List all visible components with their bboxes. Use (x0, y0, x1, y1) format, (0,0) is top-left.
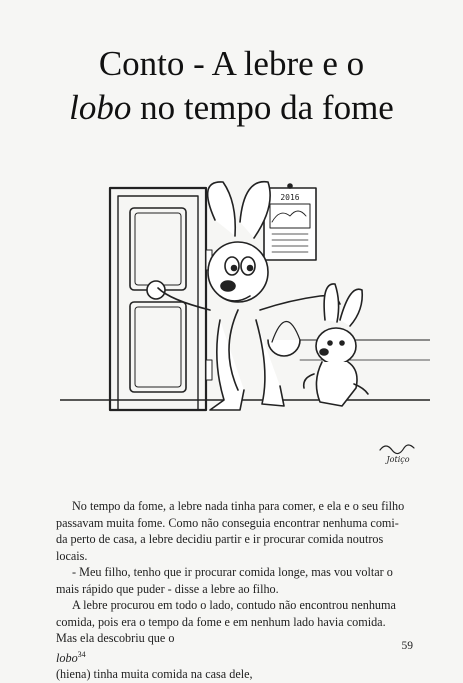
door-knob (147, 281, 165, 299)
text-fragment: (hiena) tinha muita comida na casa dele, (56, 667, 253, 682)
text-line: No tempo da fome, a lebre nada tinha para comer, e ela e o seu filho (72, 499, 405, 513)
text-line: mais rápido que puder - disse a lebre ao filho. (56, 581, 279, 596)
page-number: 59 (401, 640, 413, 652)
story-title-italic-word: lobo (69, 88, 132, 127)
hare-child (304, 284, 368, 406)
paragraph-2 (56, 564, 412, 597)
footnote-ref: 34 (77, 649, 86, 659)
story-title-line-1: Conto - A lebre e o (98, 44, 365, 83)
artist-signature (380, 445, 414, 454)
paragraph-1 (56, 498, 412, 564)
text-line: A lebre procurou em todo o lado, contudo não encontrou nenhuma (72, 598, 396, 612)
text-line: - Meu filho, tenho que ir procurar comida longe, mas vou voltar o (72, 565, 393, 579)
text-line: da perto de casa, a lebre decidiu partir e ir procurar comida noutros (56, 532, 384, 547)
text-line: passavam muita fome. Como não conseguia encontrar nenhuma comi- (56, 515, 399, 530)
text-line: locais. (56, 548, 88, 563)
story-title-line-2 (0, 86, 463, 130)
italic-word: lobo (56, 650, 78, 665)
text-fragment: Mas ela descobriu que o (56, 631, 175, 646)
calendar-year: 2016 (280, 193, 300, 202)
text-line (56, 630, 412, 683)
story-title-rest: no tempo da fome (131, 88, 394, 127)
story-illustration (60, 160, 430, 470)
door (110, 188, 212, 410)
signature-text: Jotiço (386, 455, 410, 464)
basket (268, 340, 300, 356)
text-line: comida, pois era o tempo da fome e em nenhum lado havia comida. (56, 614, 386, 629)
paragraph-3 (56, 597, 412, 683)
